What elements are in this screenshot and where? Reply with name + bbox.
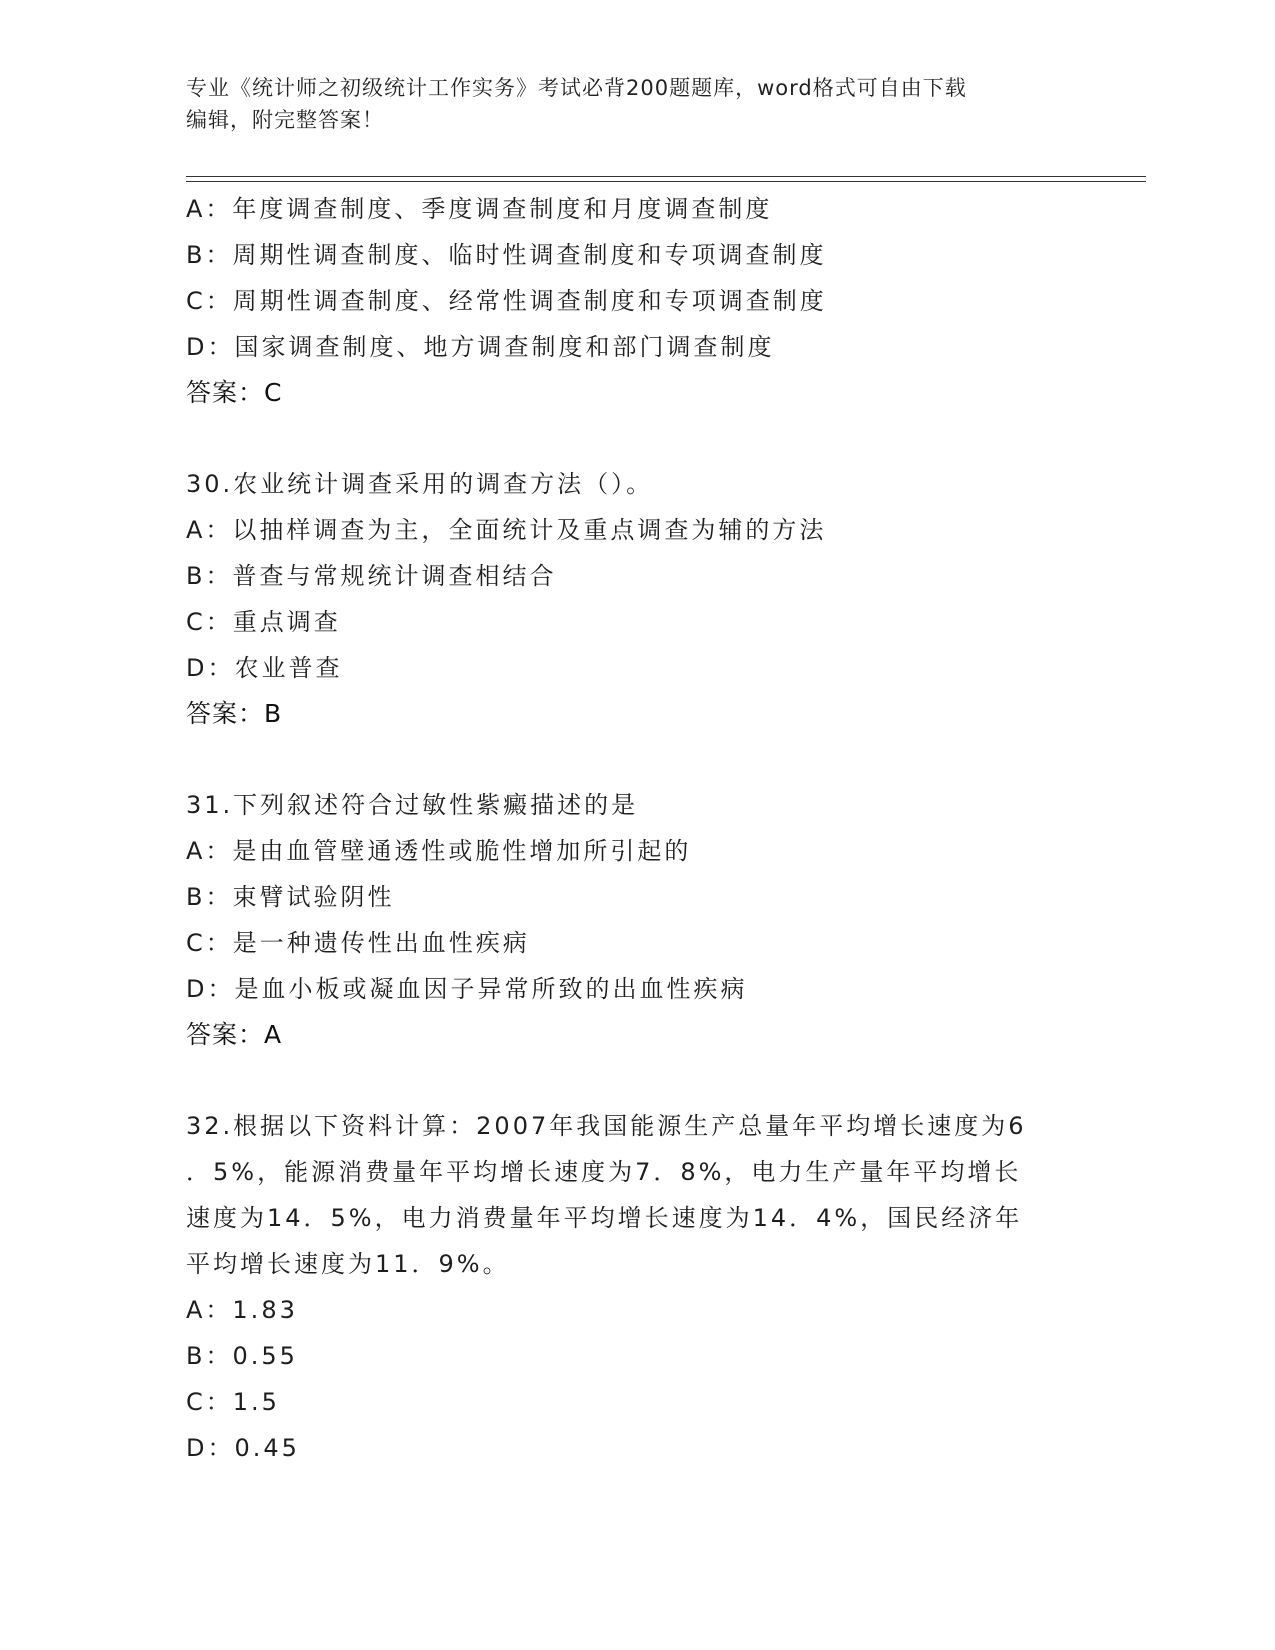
q32-option-c: C：1.5 xyxy=(186,1388,280,1416)
q31-question: 31.下列叙述符合过敏性紫癜描述的是 xyxy=(186,791,639,819)
spacer xyxy=(186,416,1086,461)
q30-option-b: B：普查与常规统计调查相结合 xyxy=(186,562,557,590)
q31-option-c: C：是一种遗传性出血性疾病 xyxy=(186,929,530,957)
q32-question-line-4: 平均增长速度为11．9%。 xyxy=(186,1250,510,1278)
question-29-block xyxy=(186,186,1086,416)
header-line-2: 编辑，附完整答案！ xyxy=(186,108,384,132)
q29-answer: 答案：C xyxy=(186,378,283,407)
q32-option-a: A：1.83 xyxy=(186,1296,298,1324)
q31-option-a: A：是由血管壁通透性或脆性增加所引起的 xyxy=(186,837,692,865)
q29-option-c: C：周期性调查制度、经常性调查制度和专项调查制度 xyxy=(186,287,827,315)
spacer xyxy=(186,1058,1086,1103)
q29-option-d: D：国家调查制度、地方调查制度和部门调查制度 xyxy=(186,333,775,361)
q32-question-line-3: 速度为14．5%，电力消费量年平均增长速度为14．4%，国民经济年 xyxy=(186,1204,1023,1232)
q32-option-d: D：0.45 xyxy=(186,1434,300,1462)
q31-option-b: B：束臂试验阴性 xyxy=(186,883,395,911)
spacer xyxy=(186,737,1086,782)
header-divider-top xyxy=(186,176,1146,177)
q30-option-a: A：以抽样调查为主，全面统计及重点调查为辅的方法 xyxy=(186,516,827,544)
q31-option-d: D：是血小板或凝血因子异常所致的出血性疾病 xyxy=(186,975,748,1003)
q29-option-b: B：周期性调查制度、临时性调查制度和专项调查制度 xyxy=(186,241,827,269)
question-32-block xyxy=(186,1103,1086,1471)
q30-question: 30.农业统计调查采用的调查方法（）。 xyxy=(186,470,654,498)
header-divider-bottom xyxy=(186,181,1146,182)
q30-option-d: D：农业普查 xyxy=(186,654,343,682)
q32-question-line-2: ．5%，能源消费量年平均增长速度为7．8%，电力生产量年平均增长 xyxy=(186,1158,1022,1186)
q30-answer: 答案：B xyxy=(186,699,283,728)
header-line-1: 专业《统计师之初级统计工作实务》考试必背200题题库，word格式可自由下载 xyxy=(186,76,967,100)
question-30-block xyxy=(186,461,1086,737)
document-header xyxy=(186,72,1086,136)
question-content xyxy=(186,186,1086,1471)
q32-option-b: B：0.55 xyxy=(186,1342,298,1370)
question-31-block xyxy=(186,782,1086,1058)
q31-answer: 答案：A xyxy=(186,1020,283,1049)
q29-option-a: A：年度调查制度、季度调查制度和月度调查制度 xyxy=(186,195,773,223)
q32-question-line-1: 32.根据以下资料计算：2007年我国能源生产总量年平均增长速度为6 xyxy=(186,1112,1027,1140)
q30-option-c: C：重点调查 xyxy=(186,608,341,636)
